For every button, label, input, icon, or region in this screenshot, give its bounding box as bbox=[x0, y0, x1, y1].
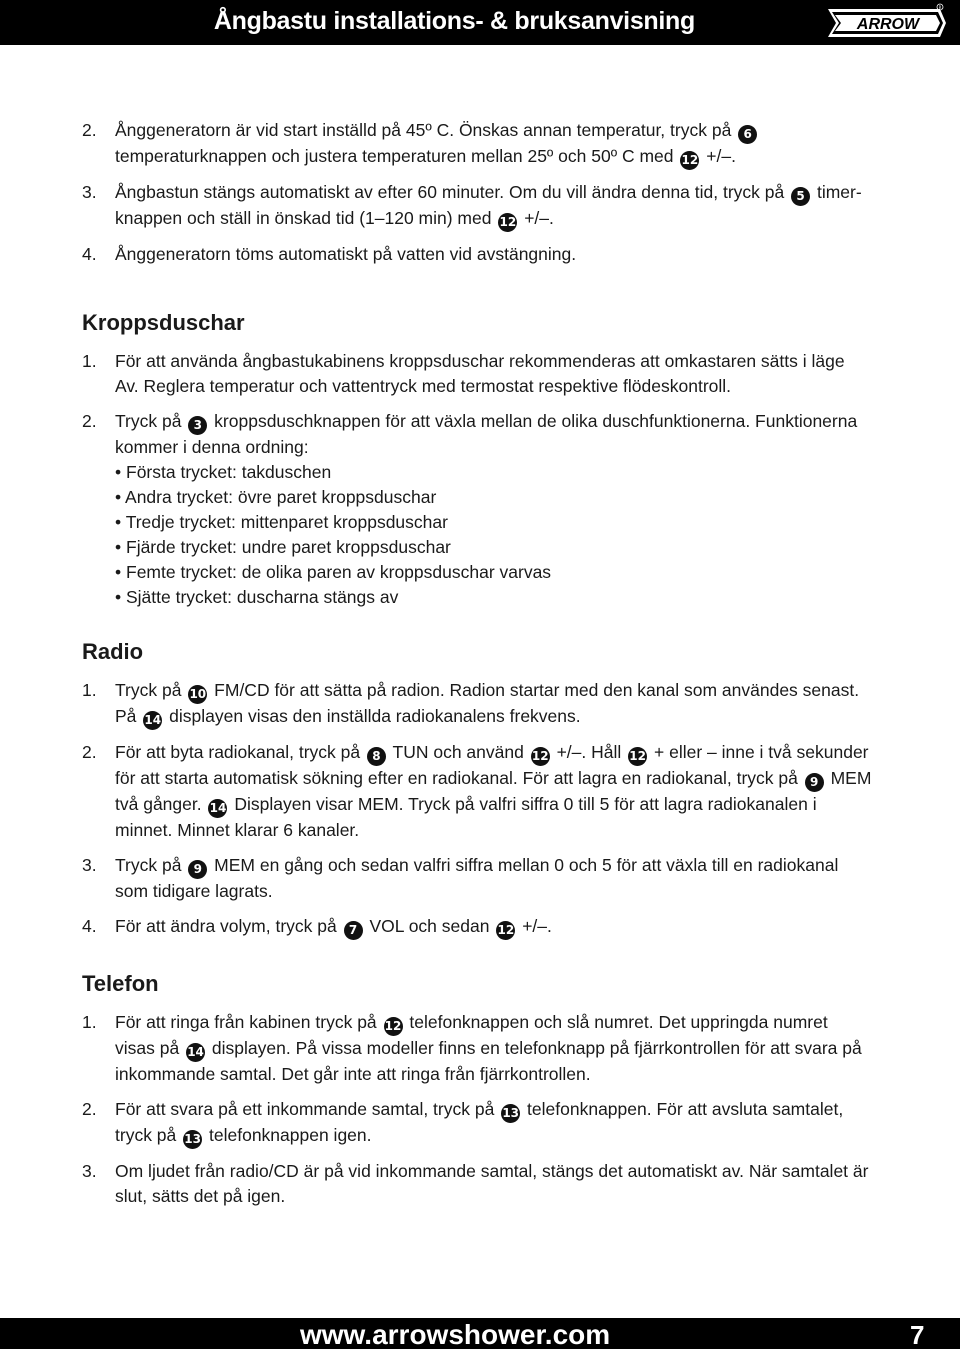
list-item bbox=[82, 180, 872, 232]
item-number: 2. bbox=[82, 742, 97, 762]
list-item bbox=[82, 1010, 872, 1087]
item-number: 4. bbox=[82, 916, 97, 936]
button-number-icon: 14 bbox=[143, 711, 162, 730]
list-item bbox=[82, 409, 872, 610]
website-url: www.arrowshower.com bbox=[300, 1319, 611, 1350]
item-text: För att ringa från kabinen tryck på 12 telefonknappen och slå numret. Det uppringda numret visas på 14 displayen. På vissa modeller finns en telefonknapp på fjärrkontrollen för att svara på inkommande samtal. Det går inte att ringa från fjärrkontrollen. bbox=[115, 1012, 862, 1084]
bullet-item: • Femte trycket: de olika paren av kroppsduschar varvas bbox=[115, 560, 872, 585]
button-number-icon: 12 bbox=[496, 921, 515, 940]
list-item bbox=[82, 678, 872, 730]
item-text: Tryck på 10 FM/CD för att sätta på radion. Radion startar med den kanal som användes senast. På 14 displayen visas den inställda radiokanalens frekvens. bbox=[115, 678, 872, 730]
button-number-icon: 12 bbox=[680, 151, 699, 170]
item-number: 3. bbox=[82, 855, 97, 875]
item-text: Tryck på 3 kroppsduschknappen för att växla mellan de olika duschfunktionerna. Funktionerna kommer i denna ordning: bbox=[115, 411, 858, 457]
main-content bbox=[82, 118, 872, 1219]
button-number-icon: 13 bbox=[501, 1104, 520, 1123]
button-number-icon: 12 bbox=[531, 747, 550, 766]
item-number: 1. bbox=[82, 351, 97, 371]
item-text: Ånggeneratorn är vid start inställd på 45º C. Önskas annan temperatur, tryck på 6 temperaturknappen och justera temperaturen mellan 25º och 50º C med 12 +/–. bbox=[115, 118, 872, 170]
button-number-icon: 9 bbox=[805, 773, 824, 792]
list-item bbox=[82, 740, 872, 843]
item-text: För att svara på ett inkommande samtal, tryck på 13 telefonknappen. För att avsluta samtalet, tryck på 13 telefonknappen igen. bbox=[115, 1097, 872, 1149]
item-number: 3. bbox=[82, 182, 97, 202]
button-number-icon: 10 bbox=[188, 685, 207, 704]
button-number-icon: 5 bbox=[791, 187, 810, 206]
svg-text:ARROW: ARROW bbox=[856, 16, 920, 33]
list-item bbox=[82, 853, 872, 904]
radio-list bbox=[82, 678, 872, 940]
section-heading-radio: Radio bbox=[82, 639, 144, 664]
kroppsduschar-list bbox=[82, 349, 872, 610]
header-bar bbox=[0, 0, 960, 45]
item-text: För att byta radiokanal, tryck på 8 TUN och använd 12 +/–. Håll 12 + eller – inne i två sekunder för att starta automatisk sökning efter en radiokanal. För att lagra en radiokanal, tryck på 9 MEM två gånger. 14 Displayen visar MEM. Tryck på valfri siffra 0 till 5 för att lagra radiokanalen i minnet. Minnet klarar 6 kanaler. bbox=[115, 742, 872, 840]
page-title: Ångbastu installations- & bruksanvisning bbox=[213, 7, 695, 35]
list-item bbox=[82, 349, 872, 399]
list-item bbox=[82, 914, 872, 940]
page-number: 7 bbox=[910, 1320, 925, 1350]
telefon-list bbox=[82, 1010, 872, 1209]
button-number-icon: 12 bbox=[628, 747, 647, 766]
item-text: Ånggeneratorn töms automatiskt på vatten vid avstängning. bbox=[115, 244, 577, 264]
button-number-icon: 14 bbox=[186, 1043, 205, 1062]
item-number: 3. bbox=[82, 1161, 97, 1181]
button-number-icon: 6 bbox=[738, 125, 757, 144]
item-number: 2. bbox=[82, 120, 97, 140]
item-text: Tryck på 9 MEM en gång och sedan valfri siffra mellan 0 och 5 för att växla till en radiokanal som tidigare lagrats. bbox=[115, 855, 839, 901]
section-heading-kroppsduschar: Kroppsduschar bbox=[82, 310, 245, 335]
svg-text:R: R bbox=[938, 5, 942, 10]
bullet-item: • Andra trycket: övre paret kroppsduschar bbox=[115, 485, 872, 510]
button-number-icon: 3 bbox=[188, 416, 207, 435]
list-item bbox=[82, 1097, 872, 1149]
item-text: Ångbastun stängs automatiskt av efter 60 minuter. Om du vill ändra denna tid, tryck på 5 timer-knappen och ställ in önskad tid (1–120 min) med 12 +/–. bbox=[115, 180, 872, 232]
button-number-icon: 14 bbox=[208, 799, 227, 818]
bullet-item: • Tredje trycket: mittenparet kroppsduschar bbox=[115, 510, 872, 535]
item-number: 1. bbox=[82, 1012, 97, 1032]
item-number: 2. bbox=[82, 1099, 97, 1119]
button-number-icon: 12 bbox=[498, 213, 517, 232]
bullet-item: • Fjärde trycket: undre paret kroppsduschar bbox=[115, 535, 872, 560]
list-item bbox=[82, 1159, 872, 1209]
list-item bbox=[82, 242, 872, 267]
item-text: För att ändra volym, tryck på 7 VOL och sedan 12 +/–. bbox=[115, 914, 872, 940]
section-heading-telefon: Telefon bbox=[82, 971, 159, 996]
button-number-icon: 13 bbox=[183, 1130, 202, 1149]
button-number-icon: 12 bbox=[384, 1017, 403, 1036]
item-number: 1. bbox=[82, 680, 97, 700]
item-number: 2. bbox=[82, 411, 97, 431]
bullet-item: • Sjätte trycket: duscharna stängs av bbox=[115, 585, 872, 610]
footer-bar bbox=[0, 1318, 960, 1349]
button-number-icon: 9 bbox=[188, 860, 207, 879]
intro-list bbox=[82, 118, 872, 267]
item-number: 4. bbox=[82, 244, 97, 264]
bullet-list bbox=[115, 460, 872, 610]
item-text: För att använda ångbastukabinens kroppsduschar rekommenderas att omkastaren sätts i läge Av. Reglera temperatur och vattentryck med termostat respektive flödeskontroll. bbox=[115, 351, 845, 396]
arrow-logo bbox=[820, 3, 950, 43]
item-text: Om ljudet från radio/CD är på vid inkommande samtal, stängs det automatiskt av. När samtalet är slut, sätts det på igen. bbox=[115, 1161, 869, 1206]
button-number-icon: 8 bbox=[367, 747, 386, 766]
bullet-item: • Första trycket: takduschen bbox=[115, 460, 872, 485]
button-number-icon: 7 bbox=[344, 921, 363, 940]
list-item bbox=[82, 118, 872, 170]
